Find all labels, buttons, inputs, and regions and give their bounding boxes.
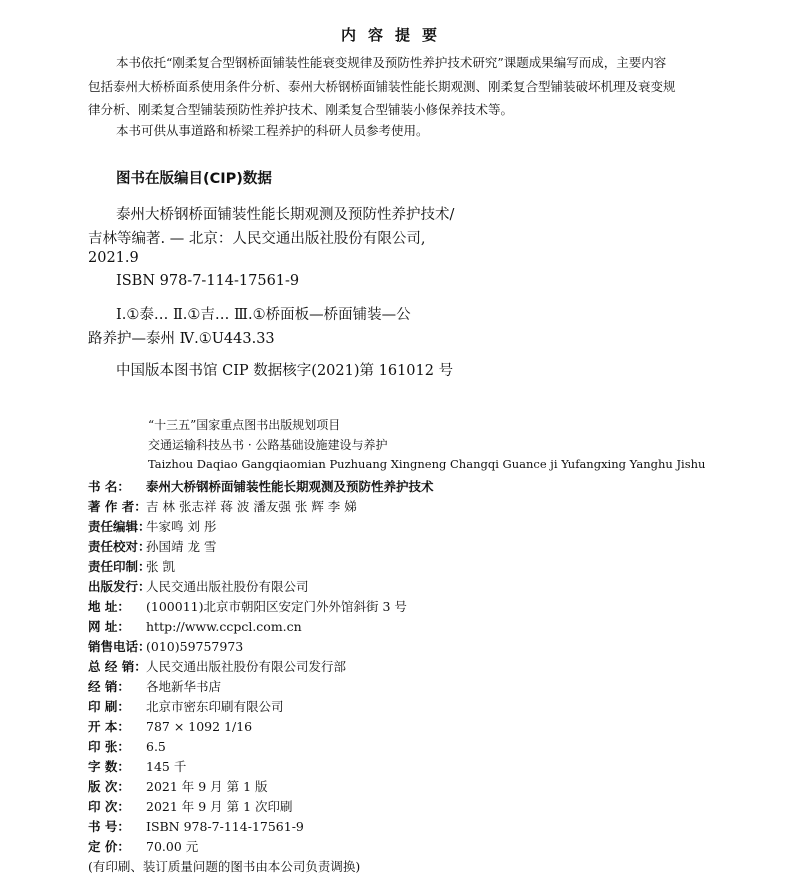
colophon-label: 出版发行： — [88, 579, 151, 594]
colophon-label: 开 本： — [88, 719, 130, 734]
colophon-row — [88, 817, 304, 835]
colophon-value: http://www.ccpcl.com.cn — [146, 619, 302, 634]
colophon-row — [88, 697, 284, 715]
project-line: “十三五”国家重点图书出版规划项目 — [148, 418, 341, 432]
cip-line: 吉林等编著. — 北京：人民交通出版社股份有限公司, — [88, 231, 426, 247]
colophon-row — [88, 517, 216, 535]
colophon-label: 经 销： — [88, 679, 130, 694]
pinyin-title: Taizhou Daqiao Gangqiaomian Puzhuang Xingneng Changqi Guance ji Yufangxing Yanghu Jishu — [148, 457, 706, 471]
colophon-value: 人民交通出版社股份有限公司发行部 — [146, 659, 347, 674]
colophon-label: 网 址： — [88, 619, 130, 634]
colophon-label: 印 刷： — [88, 699, 130, 714]
colophon-label: 责任编辑： — [88, 519, 151, 534]
colophon-value: (100011)北京市朝阳区安定门外外馆斜街 3 号 — [146, 599, 407, 614]
colophon-row — [88, 557, 175, 575]
colophon-value: ISBN 978-7-114-17561-9 — [146, 819, 304, 834]
colophon-label: 责任印制： — [88, 559, 151, 574]
cip-line: ISBN 978-7-114-17561-9 — [116, 273, 300, 289]
colophon-value: 6.5 — [146, 739, 166, 754]
cip-line: 路养护—泰州 Ⅳ.①U443.33 — [88, 331, 275, 347]
colophon-row — [88, 677, 221, 695]
cip-line: 中国版本图书馆 CIP 数据核字(2021)第 161012 号 — [116, 363, 454, 379]
colophon-value: 张 凯 — [146, 559, 175, 574]
colophon-label: 字 数： — [88, 759, 130, 774]
colophon-value: 70.00 元 — [146, 839, 199, 854]
colophon-row — [88, 617, 302, 635]
summary-paragraph-line: 本书可供从事道路和桥梁工程养护的科研人员参考使用。 — [116, 123, 429, 138]
colophon-label: 版 次： — [88, 779, 130, 794]
colophon-label: 印 次： — [88, 799, 130, 814]
colophon-row — [88, 797, 293, 815]
colophon-row — [88, 717, 252, 735]
colophon-row — [88, 837, 198, 855]
colophon-label: 地 址： — [88, 599, 130, 614]
cip-line: 泰州大桥钢桥面铺装性能长期观测及预防性养护技术/ — [116, 207, 455, 223]
colophon-value: 145 千 — [146, 759, 187, 774]
colophon-value: 北京市密东印刷有限公司 — [146, 699, 284, 714]
colophon-row — [88, 637, 243, 655]
summary-paragraph-line: 律分析、刚柔复合型铺装预防性养护技术、刚柔复合型铺装小修保养技术等。 — [88, 102, 514, 117]
colophon-row — [88, 777, 268, 795]
colophon-value: 孙国靖 龙 雪 — [146, 539, 217, 554]
series-name: 交通运输科技丛书 · 公路基础设施建设与养护 — [148, 438, 388, 452]
summary-paragraph-line: 包括泰州大桥桥面系使用条件分析、泰州大桥钢桥面铺装性能长期观测、刚柔复合型铺装破坏机理及衰变规 — [88, 79, 676, 94]
colophon-value: 吉 林 张志祥 蒋 波 潘友强 张 辉 李 娣 — [146, 499, 357, 514]
colophon-row — [88, 497, 357, 515]
colophon-row — [88, 737, 166, 755]
colophon-value: 泰州大桥钢桥面铺装性能长期观测及预防性养护技术 — [146, 479, 434, 494]
colophon-row — [88, 477, 434, 495]
cip-line: 2021.9 — [88, 250, 139, 266]
colophon-value: 牛家鸣 刘 彤 — [146, 519, 217, 534]
colophon-row — [88, 577, 309, 595]
colophon-label: 著 作 者： — [88, 499, 147, 514]
colophon-label: 书 号： — [88, 819, 130, 834]
quality-note: (有印刷、装订质量问题的图书由本公司负责调换) — [88, 859, 361, 874]
cip-line: Ⅰ.①泰… Ⅱ.①吉… Ⅲ.①桥面板—桥面铺装—公 — [116, 307, 411, 323]
colophon-label: 总 经 销： — [88, 659, 147, 674]
colophon-value: 2021 年 9 月 第 1 次印刷 — [146, 799, 293, 814]
colophon-label: 书 名： — [88, 479, 130, 494]
summary-paragraph-line: 本书依托“刚柔复合型钢桥面铺装性能衰变规律及预防性养护技术研究”课题成果编写而成，主要内容 — [116, 55, 667, 70]
colophon-value: 2021 年 9 月 第 1 版 — [146, 779, 268, 794]
colophon-row — [88, 597, 407, 615]
colophon-value: 787 × 1092 1/16 — [146, 719, 253, 734]
colophon-label: 销售电话： — [88, 639, 151, 654]
colophon-row — [88, 657, 346, 675]
summary-title: 内容提要 — [340, 26, 449, 44]
colophon-value: (010)59757973 — [146, 639, 244, 654]
colophon-label: 责任校对： — [88, 539, 151, 554]
cip-heading: 图书在版编目(CIP)数据 — [116, 171, 272, 187]
colophon-value: 人民交通出版社股份有限公司 — [146, 579, 309, 594]
colophon-label: 定 价： — [88, 839, 130, 854]
colophon-row — [88, 757, 186, 775]
colophon-row — [88, 537, 216, 555]
colophon-value: 各地新华书店 — [146, 679, 222, 694]
colophon-label: 印 张： — [88, 739, 130, 754]
